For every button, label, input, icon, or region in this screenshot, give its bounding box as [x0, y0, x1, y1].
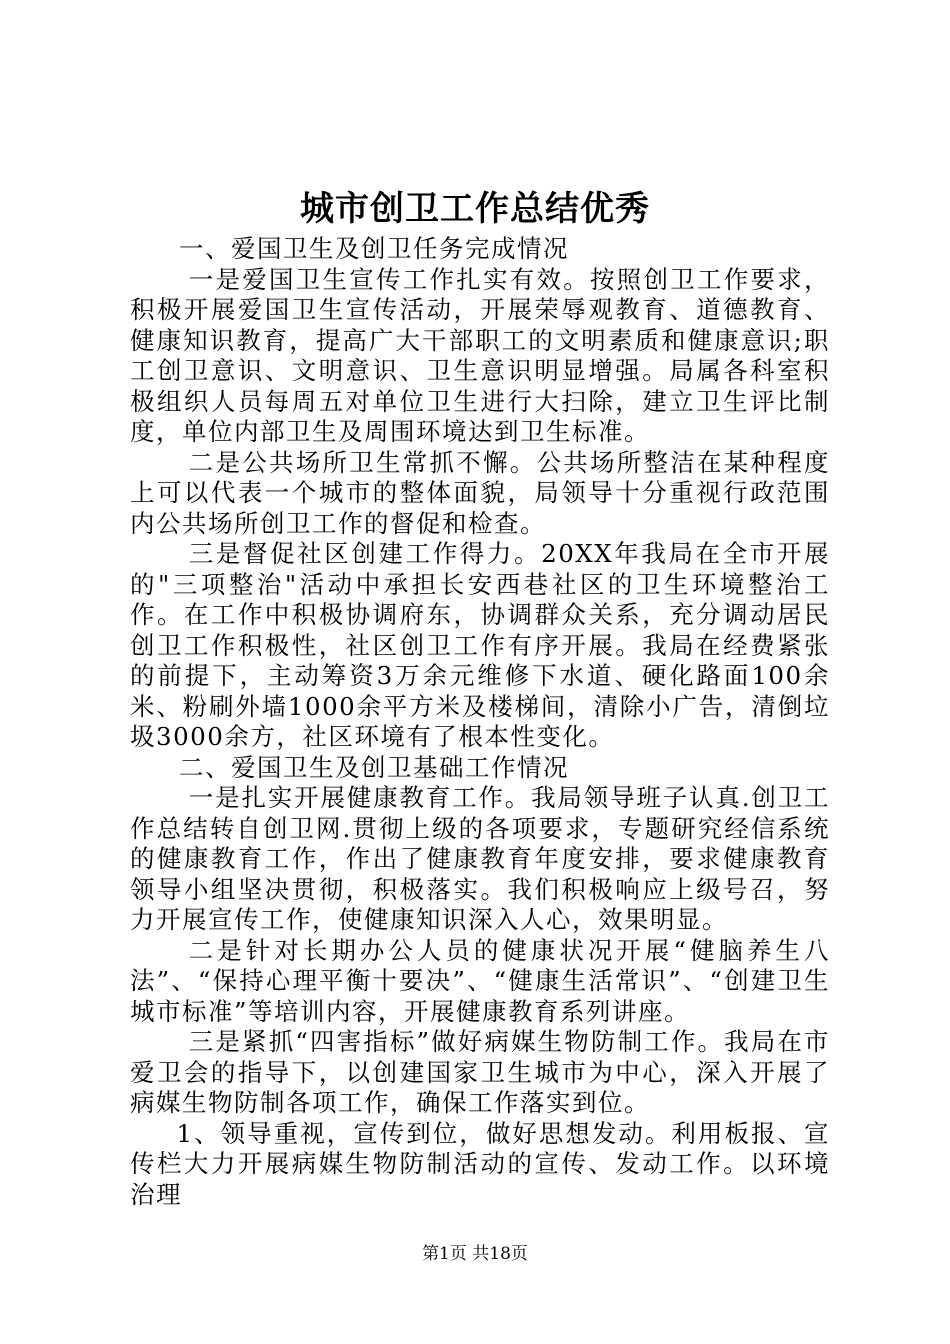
section-heading-2: 二、爱国卫生及创卫基础工作情况 — [179, 752, 569, 782]
paragraph-community: 三是督促社区创建工作得力。20XX年我局在全市开展的"三项整治"活动中承担长安西巷社区的卫生环境整治工作。在工作中积极协调府东，协调群众关系，充分调动居民创卫工作积极性，社区创卫工作有序开展。我局在经费紧张的前提下，主动筹资3万余元维修下水道、硬化路面100余米、粉刷外墙1000余平方米及楼梯间，清除小广告，清倒垃圾3000余方，社区环境有了根本性变化。 — [130, 539, 830, 751]
paragraph-office-health: 二是针对长期办公人员的健康状况开展“健脑养生八法”、“保持心理平衡十要决”、“健康生活常识”、“创建卫生城市标准”等培训内容，开展健康教育系列讲座。 — [130, 935, 830, 1026]
page-number: 第1页 共18页 — [422, 1244, 528, 1264]
document-title: 城市创卫工作总结优秀 — [300, 189, 650, 229]
paragraph-pest-control: 三是紧抓“四害指标”做好病媒生物防制工作。我局在市爱卫会的指导下，以创建国家卫生城市为中心，深入开展了病媒生物防制各项工作，确保工作落实到位。 — [130, 1027, 830, 1117]
paragraph-health-education: 一是扎实开展健康教育工作。我局领导班子认真.创卫工作总结转自创卫网.贯彻上级的各项要求，专题研究经信系统的健康教育工作，作出了健康教育年度安排，要求健康教育领导小组坚决贯彻，积极落实。我们积极响应上级号召，努力开展宣传工作，使健康知识深入人心，效果明显。 — [130, 783, 830, 934]
paragraph-leadership: 1、领导重视，宣传到位，做好思想发动。利用板报、宣传栏大力开展病媒生物防制活动的宣传、发动工作。以环境治理 — [130, 1118, 830, 1209]
paragraph-publicity: 一是爱国卫生宣传工作扎实有效。按照创卫工作要求，积极开展爱国卫生宣传活动，开展荣辱观教育、道德教育、健康知识教育，提高广大干部职工的文明素质和健康意识;职工创卫意识、文明意识、卫生意识明显增强。局属各科室积极组织人员每周五对单位卫生进行大扫除，建立卫生评比制度，单位内部卫生及周围环境达到卫生标准。 — [130, 264, 830, 446]
document-body — [130, 234, 830, 1210]
section-heading-1: 一、爱国卫生及创卫任务完成情况 — [179, 234, 569, 263]
paragraph-public-places: 二是公共场所卫生常抓不懈。公共场所整洁在某种程度上可以代表一个城市的整体面貌，局领导十分重视行政范围内公共场所创卫工作的督促和检查。 — [130, 447, 830, 538]
